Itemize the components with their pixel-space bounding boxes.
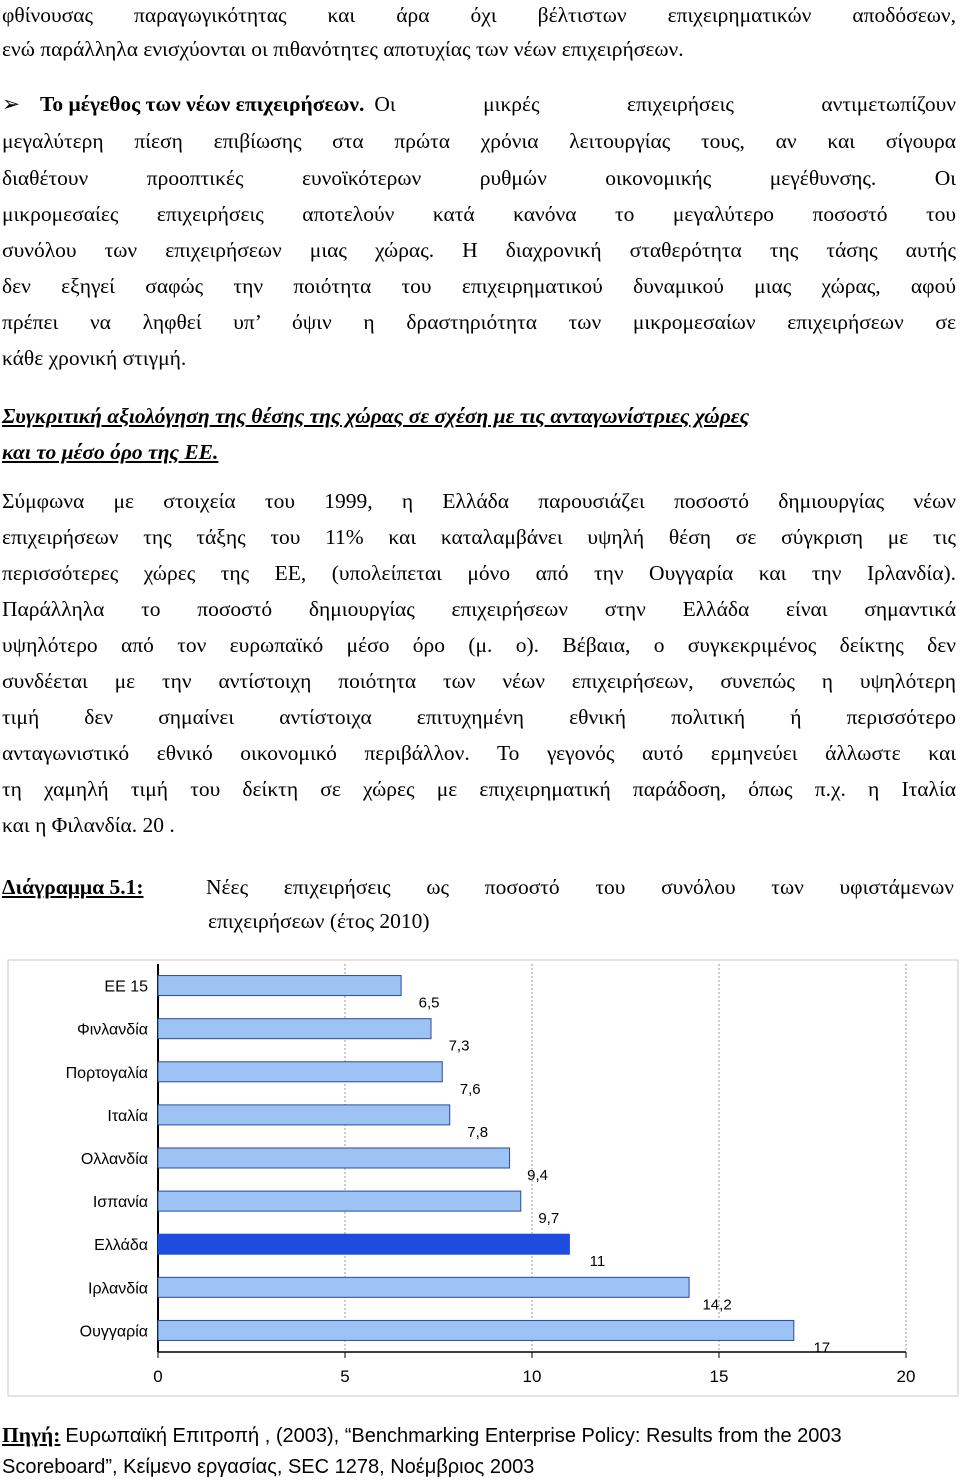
value-label: 6,5 (418, 994, 440, 1012)
figure-caption-line1: Νέες επιχειρήσεις ως ποσοστό του συνόλου των υφιστάμενων (206, 875, 954, 899)
source-label: Πηγή: (2, 1423, 61, 1447)
bar (158, 1105, 450, 1125)
paragraph-line: Σύμφωνα με στοιχεία του 1999, η Ελλάδα παρουσιάζει ποσοστό δημιουργίας νέων (2, 489, 956, 513)
bar (158, 1234, 569, 1254)
figure-label: Διάγραμμα 5.1: (2, 875, 144, 899)
value-label: 7,8 (467, 1123, 489, 1141)
category-label: Φινλανδία (76, 1021, 148, 1039)
paragraph-line: και η Φιλανδία. 20 . (2, 813, 175, 837)
paragraph-line: Παράλληλα το ποσοστό δημιουργίας επιχειρήσεων στην Ελλάδα είναι σημαντικά (2, 597, 956, 621)
intro-line: ενώ παράλληλα ενισχύονται οι πιθανότητες αποτυχίας των νέων επιχειρήσεων. (2, 37, 684, 61)
source-line1 (2, 1421, 842, 1450)
bar (158, 1019, 431, 1039)
value-label: 7,3 (448, 1037, 470, 1055)
paragraph-line: περισσότερες χώρες της ΕΕ, (υπολείπεται μόνο από την Ουγγαρία και την Ιρλανδία). (2, 561, 956, 585)
category-label: Ολλανδία (80, 1151, 148, 1168)
figure-caption-line2: επιχειρήσεων (έτος 2010) (208, 909, 430, 933)
value-label: 7,6 (459, 1080, 481, 1098)
x-tick-label: 0 (153, 1367, 163, 1386)
bullet-line: δεν εξηγεί σαφώς την ποιότητα του επιχειρηματικού δυναμικού μιας χώρας, αφού (2, 274, 956, 298)
category-label: ΕΕ 15 (104, 978, 148, 996)
category-label: Ισπανία (92, 1194, 148, 1212)
x-tick-label: 10 (522, 1367, 542, 1386)
bullet-marker: ➢ (2, 92, 21, 116)
x-tick-label: 5 (340, 1367, 350, 1386)
value-label: 9,4 (527, 1167, 548, 1184)
category-label: Ιρλανδία (88, 1280, 148, 1298)
bar (158, 976, 401, 996)
value-label: 11 (589, 1253, 606, 1271)
bullet-line: κάθε χρονική στιγμή. (2, 346, 187, 370)
x-tick-label: 15 (709, 1367, 729, 1386)
paragraph-line: ανταγωνιστικό εθνικό οικονομικό περιβάλλον. Το γεγονός αυτό ερμηνεύει άλλωστε και (2, 741, 956, 765)
bar-chart (0, 958, 960, 1398)
section-heading: Συγκριτική αξιολόγηση της θέσης της χώρας σε σχέση με τις ανταγωνίστριες χώρες (2, 404, 750, 428)
value-label: 17 (813, 1339, 831, 1357)
category-label: Ελλάδα (94, 1237, 148, 1255)
bar (158, 1277, 689, 1297)
bullet-line: μεγαλύτερη πίεση επιβίωσης στα πρώτα χρόνια λειτουργίας τους, αν και σίγουρα (2, 129, 956, 153)
bar (158, 1062, 442, 1082)
paragraph-line: επιχειρήσεων της τάξης του 11% και καταλαμβάνει υψηλή θέση σε σύγκριση με τις (2, 525, 956, 549)
bullet-first-line (2, 89, 956, 119)
category-label: Ιταλία (107, 1107, 148, 1125)
bar (158, 1320, 794, 1340)
value-label: 14,2 (702, 1296, 732, 1314)
bullet-line: διαθέτουν προοπτικές ευνοϊκότερων ρυθμών οικονομικής μεγέθυνσης. Οι (2, 166, 956, 190)
paragraph-line: τη χαμηλή τιμή του δείκτη σε χώρες με επιχειρηματική παράδοση, όπως π.χ. η Ιταλία (2, 777, 956, 801)
source-text: Ευρωπαϊκή Επιτροπή , (2003), “Benchmarking Enterprise Policy: Results from the 2003 (65, 1425, 842, 1447)
x-tick-label: 20 (896, 1367, 916, 1386)
value-label: 9,7 (538, 1210, 560, 1228)
bullet-first-line-rest: Οι μικρές επιχειρήσεις αντιμετωπίζουν (374, 92, 956, 116)
section-heading: και το μέσο όρο της ΕΕ. (2, 440, 219, 464)
bullet-line: πρέπει να ληφθεί υπ’ όψιν η δραστηριότητα των μικρομεσαίων επιχειρήσεων σε (2, 310, 956, 334)
paragraph-line: συνδέεται με την αντίστοιχη ποιότητα των νέων επιχειρήσεων, συνεπώς η υψηλότερη (2, 669, 956, 693)
bullet-line: συνόλου των επιχειρήσεων μιας χώρας. Η διαχρονική σταθερότητα της τάσης αυτής (2, 238, 956, 262)
paragraph-line: υψηλότερο από τον ευρωπαϊκό μέσο όρο (μ. ο). Βέβαια, ο συγκεκριμένος δείκτης δεν (2, 633, 956, 657)
bullet-line: μικρομεσαίες επιχειρήσεις αποτελούν κατά κανόνα το μεγαλύτερο ποσοστό του (2, 202, 956, 226)
bar (158, 1191, 521, 1211)
bullet-title: Το μέγεθος των νέων επιχειρήσεων. (40, 92, 365, 116)
category-label: Ουγγαρία (79, 1323, 148, 1341)
figure-caption (2, 872, 956, 902)
category-label: Πορτογαλία (65, 1064, 148, 1082)
bar (158, 1148, 510, 1168)
paragraph-line: τιμή δεν σημαίνει αντίστοιχα επιτυχημένη εθνική πολιτική ή περισσότερο (2, 705, 956, 729)
source-line2: Scoreboard”, Κείμενο εργασίας, SEC 1278, Νοέμβριος 2003 (2, 1456, 535, 1478)
intro-line: φθίνουσας παραγωγικότητας και άρα όχι βέλτιστων επιχειρηματικών αποδόσεων, (2, 3, 956, 27)
